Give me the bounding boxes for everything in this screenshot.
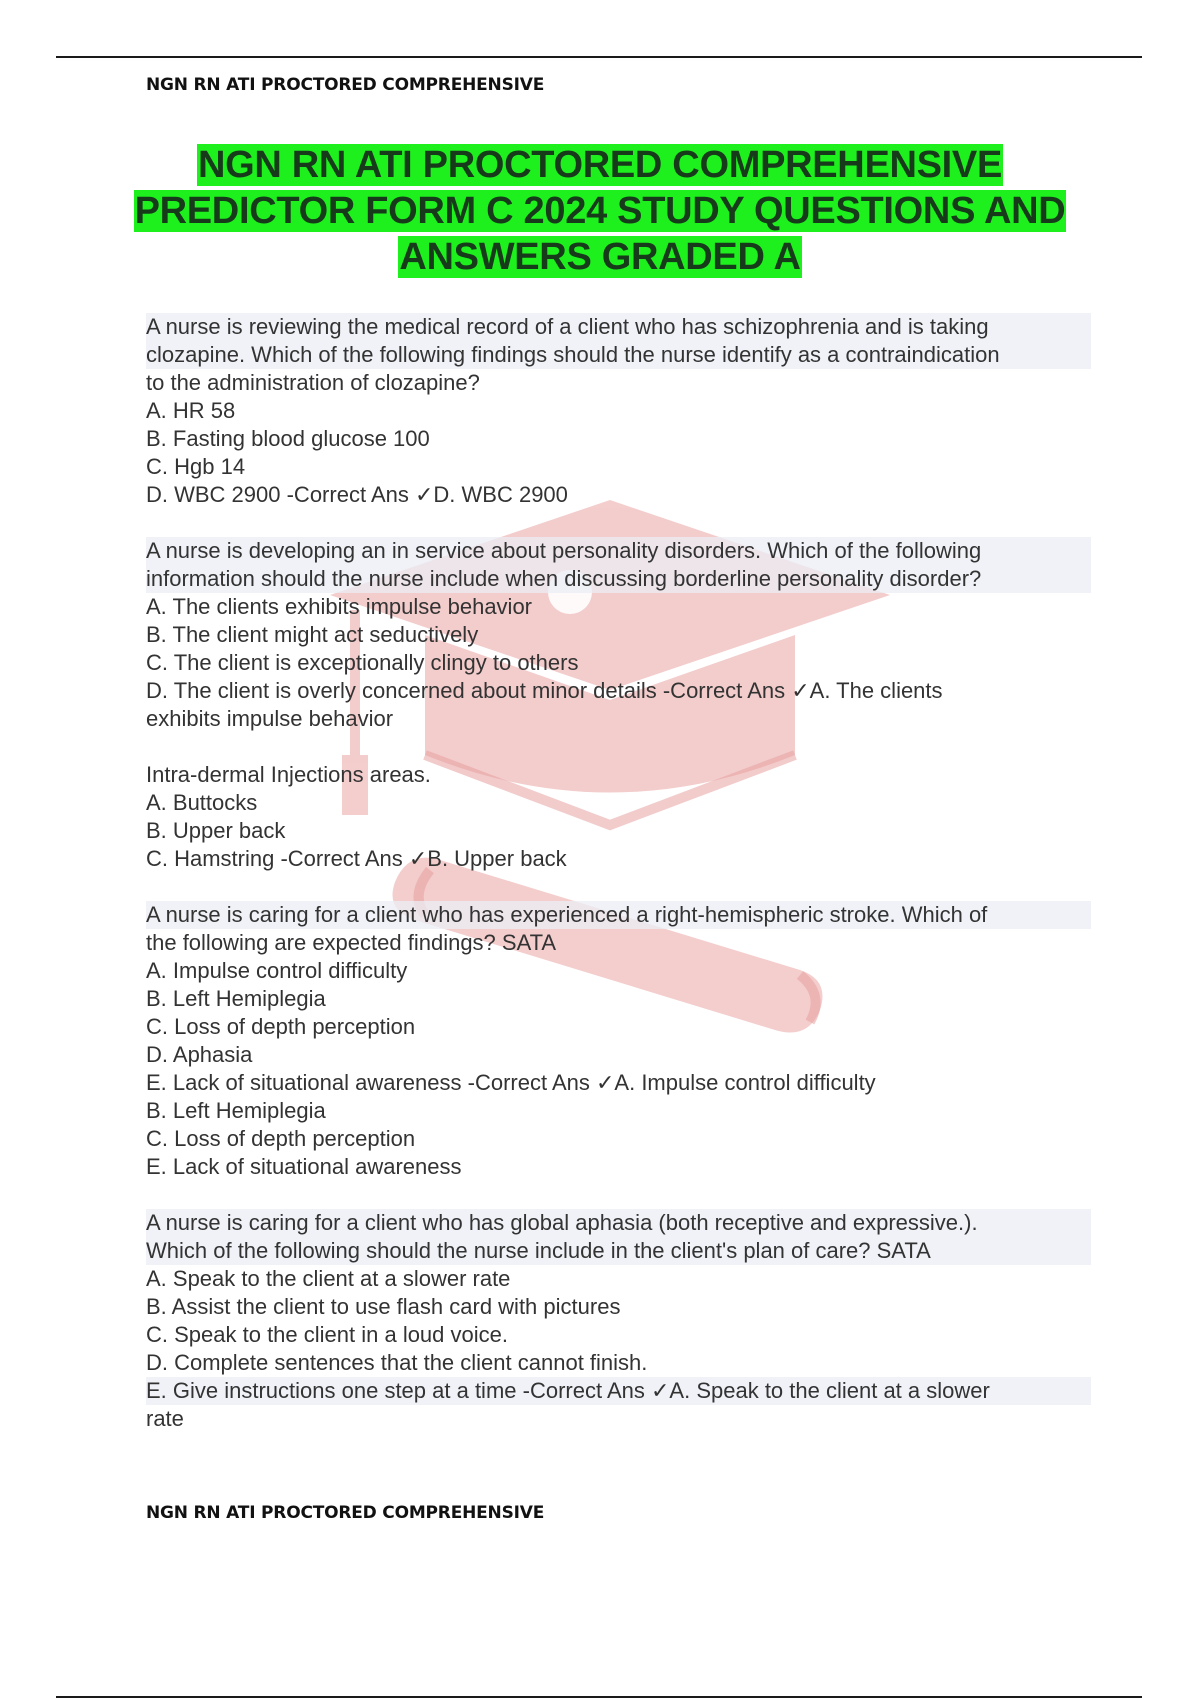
question-line: A nurse is caring for a client who has global aphasia (both receptive and expressive.). [146, 1209, 1091, 1237]
correct-answer-line: E. Lack of situational awareness [146, 1154, 462, 1179]
question-item [146, 1209, 1091, 1433]
question-item [146, 313, 1091, 509]
correct-answer-line: D. WBC 2900 -Correct Ans ✓D. WBC 2900 [146, 482, 568, 507]
answer-option: C. Loss of depth perception [146, 1014, 416, 1039]
top-rule [56, 56, 1142, 58]
question-line: to the administration of clozapine? [146, 370, 480, 395]
question-line: information should the nurse include when discussing borderline personality disorder? [146, 565, 1091, 593]
answer-option: C. Speak to the client in a loud voice. [146, 1322, 508, 1347]
question-line: the following are expected findings? SATA [146, 930, 557, 955]
question-list [146, 313, 1091, 1461]
question-line: Intra-dermal Injections areas. [146, 762, 431, 787]
answer-option: B. Assist the client to use flash card with pictures [146, 1294, 621, 1319]
bottom-rule [56, 1696, 1142, 1698]
answer-option: D. Complete sentences that the client cannot finish. [146, 1350, 648, 1375]
answer-option: B. Left Hemiplegia [146, 986, 326, 1011]
question-line: A nurse is caring for a client who has experienced a right-hemispheric stroke. Which of [146, 901, 1091, 929]
answer-option: B. Upper back [146, 818, 286, 843]
correct-answer-line: rate [146, 1406, 184, 1431]
correct-answer-line: D. The client is overly concerned about minor details -Correct Ans ✓A. The clients [146, 678, 943, 703]
correct-answer-line: C. Loss of depth perception [146, 1126, 416, 1151]
answer-option: C. Hgb 14 [146, 454, 246, 479]
answer-option: A. HR 58 [146, 398, 236, 423]
document-title-text: NGN RN ATI PROCTORED COMPREHENSIVE PREDICTOR FORM C 2024 STUDY QUESTIONS AND ANSWERS GRADED A [134, 144, 1066, 278]
question-line: Which of the following should the nurse include in the client's plan of care? SATA [146, 1237, 1091, 1265]
question-item [146, 761, 1091, 873]
question-item [146, 537, 1091, 733]
running-footer: NGN RN ATI PROCTORED COMPREHENSIVE [146, 1503, 545, 1523]
answer-option: B. Fasting blood glucose 100 [146, 426, 430, 451]
correct-answer-line: E. Give instructions one step at a time -Correct Ans ✓A. Speak to the client at a slower [146, 1377, 1091, 1405]
answer-option: A. The clients exhibits impulse behavior [146, 594, 533, 619]
answer-option: A. Speak to the client at a slower rate [146, 1266, 511, 1291]
correct-answer-line: E. Lack of situational awareness -Correct Ans ✓A. Impulse control difficulty [146, 1070, 876, 1095]
document-title [130, 142, 1070, 280]
running-header: NGN RN ATI PROCTORED COMPREHENSIVE [146, 75, 545, 95]
correct-answer-line: C. Hamstring -Correct Ans ✓B. Upper back [146, 846, 567, 871]
question-item [146, 901, 1091, 1181]
answer-option: C. The client is exceptionally clingy to others [146, 650, 579, 675]
question-line: A nurse is reviewing the medical record of a client who has schizophrenia and is taking [146, 313, 1091, 341]
answer-option: A. Impulse control difficulty [146, 958, 408, 983]
correct-answer-line: B. Left Hemiplegia [146, 1098, 326, 1123]
question-line: A nurse is developing an in service about personality disorders. Which of the following [146, 537, 1091, 565]
question-line: clozapine. Which of the following findings should the nurse identify as a contraindication [146, 341, 1091, 369]
answer-option: B. The client might act seductively [146, 622, 479, 647]
answer-option: D. Aphasia [146, 1042, 253, 1067]
answer-option: A. Buttocks [146, 790, 258, 815]
correct-answer-line: exhibits impulse behavior [146, 706, 394, 731]
